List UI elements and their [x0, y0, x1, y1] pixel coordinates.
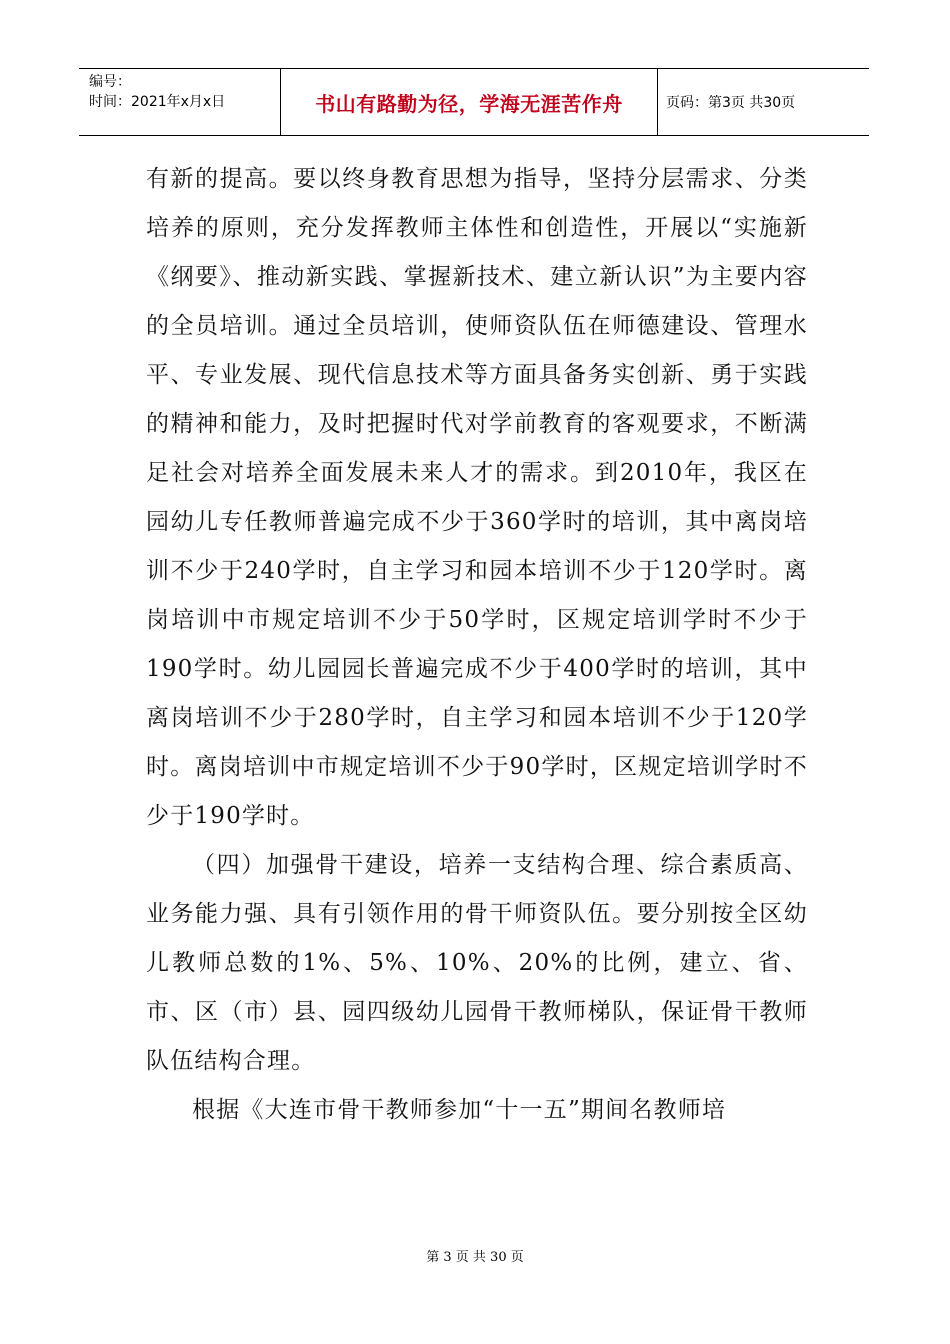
header-motto: 书山有路勤为径，学海无涯苦作舟: [281, 69, 658, 135]
paragraph-continuation: 有新的提高。要以终身教育思想为指导，坚持分层需求、分类培养的原则，充分发挥教师主体性和创造性，开展以“实施新《纲要》、推动新实践、掌握新技术、建立新认识”为主要内容的全员培训。通过全员培训，使师资队伍在师德建设、管理水平、专业发展、现代信息技术等方面具备务实创新、勇于实践的精神和能力，及时把握时代对学前教育的客观要求，不断满足社会对培养全面发展未来人才的需求。到2010年，我区在园幼儿专任教师普遍完成不少于360学时的培训，其中离岗培训不少于240学时，自主学习和园本培训不少于120学时。离岗培训中市规定培训不少于50学时，区规定培训学时不少于190学时。幼儿园园长普遍完成不少于400学时的培训，其中离岗培训不少于280学时，自主学习和园本培训不少于120学时。离岗培训中市规定培训不少于90学时，区规定培训学时不少于190学时。: [146, 166, 808, 829]
paragraph-according-to: 根据《大连市骨干教师参加“十一五”期间名教师培: [192, 1097, 727, 1123]
document-date-label: 时间：2021年x月x日: [89, 94, 226, 110]
document-number-label: 编号：: [89, 74, 131, 90]
page-footer: 第 3 页 共 30 页: [426, 1250, 524, 1265]
paragraph-section-four: （四）加强骨干建设，培养一支结构合理、综合素质高、业务能力强、具有引领作用的骨干师资队伍。要分别按全区幼儿教师总数的1%、5%、10%、20%的比例，建立、省、市、区（市）县、园四级幼儿园骨干教师梯队，保证骨干教师队伍结构合理。: [146, 852, 808, 1074]
header-page-info: 页码：第3页 共30页: [666, 95, 796, 111]
document-body: [146, 155, 808, 1135]
page-header: [79, 68, 869, 136]
header-meta: [79, 69, 281, 135]
